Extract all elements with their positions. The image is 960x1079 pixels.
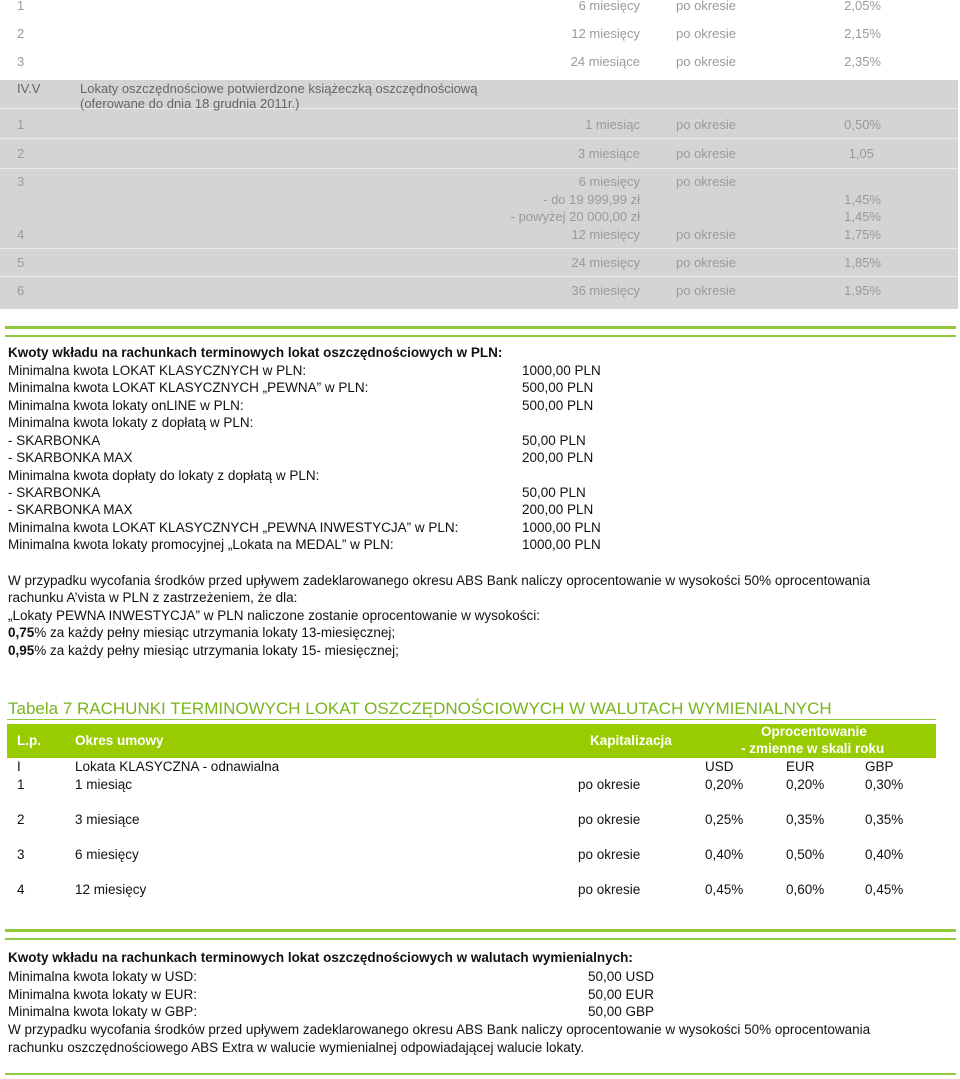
cell-cap: po okresie bbox=[578, 777, 641, 792]
divider-rule bbox=[5, 938, 956, 940]
amount-label: - SKARBONKA MAX bbox=[8, 450, 133, 465]
cell-rate: 1,05 bbox=[848, 146, 874, 161]
cell-cap: po okresie bbox=[578, 882, 641, 897]
cell-cap: po okresie bbox=[676, 227, 736, 242]
cell-usd: 0,20% bbox=[705, 777, 744, 792]
currency-gbp: GBP bbox=[865, 759, 894, 774]
amount-value: 1000,00 PLN bbox=[522, 520, 601, 535]
amount-value: 50,00 PLN bbox=[522, 433, 586, 448]
currency-usd: USD bbox=[705, 759, 734, 774]
cell-lp: 4 bbox=[17, 882, 25, 897]
amount-label: Minimalna kwota lokaty onLINE w PLN: bbox=[8, 398, 244, 413]
cell-term: 12 miesięcy bbox=[571, 26, 640, 41]
cell-term: 6 miesięcy bbox=[578, 174, 640, 189]
note-line: W przypadku wycofania środków przed upływem zadeklarowanego okresu ABS Bank naliczy oprocentowanie w wysokości 50% oprocentowania bbox=[8, 573, 871, 588]
cell-term: 6 miesięcy bbox=[75, 847, 139, 862]
cell-term: 1 miesiąc bbox=[585, 117, 640, 132]
cell-rate: 2,15% bbox=[844, 26, 881, 41]
header-rate-sub: - zmienne w skali roku bbox=[741, 741, 885, 756]
amount-value: 500,00 PLN bbox=[522, 380, 594, 395]
amount-value: 1000,00 PLN bbox=[522, 537, 601, 552]
cell-lp: 1 bbox=[17, 777, 25, 792]
cell-usd: 0,25% bbox=[705, 812, 744, 827]
divider-rule bbox=[5, 326, 956, 329]
min-amounts-fx-heading: Kwoty wkładu na rachunkach terminowych lokat oszczędnościowych w walutach wymienialnych: bbox=[8, 950, 633, 965]
cell-term: 6 miesięcy bbox=[578, 0, 640, 13]
group-label: Lokata KLASYCZNA - odnawialna bbox=[75, 759, 280, 774]
cell-rate: 1,85% bbox=[844, 255, 881, 270]
amount-label: Minimalna kwota lokaty promocyjnej „Lokata na MEDAL” w PLN: bbox=[8, 537, 394, 552]
cell-cap: po okresie bbox=[676, 26, 736, 41]
divider-rule bbox=[5, 335, 956, 337]
table7-header bbox=[7, 724, 936, 758]
amount-value: 200,00 PLN bbox=[522, 450, 594, 465]
note-text: % za każdy pełny miesiąc utrzymania lokaty 15- miesięcznej; bbox=[34, 643, 399, 658]
amount-label: Minimalna kwota dopłaty do lokaty z dopłatą w PLN: bbox=[8, 468, 320, 483]
amount-label: Minimalna kwota LOKAT KLASYCZNYCH „PEWNA INWESTYCJA” w PLN: bbox=[8, 520, 459, 535]
amount-label: Minimalna kwota LOKAT KLASYCZNYCH w PLN: bbox=[8, 363, 307, 378]
cell-rate: 1,95% bbox=[844, 283, 881, 298]
table7-title: Tabela 7 RACHUNKI TERMINOWYCH LOKAT OSZCZĘDNOŚCIOWYCH W WALUTACH WYMIENIALNYCH bbox=[8, 699, 832, 718]
cell-gbp: 0,40% bbox=[865, 847, 904, 862]
row-divider bbox=[0, 248, 958, 249]
cell-cap: po okresie bbox=[578, 847, 641, 862]
cell-usd: 0,40% bbox=[705, 847, 744, 862]
cell-cap: po okresie bbox=[578, 812, 641, 827]
cell-rate: 0,50% bbox=[844, 117, 881, 132]
amount-label: - SKARBONKA bbox=[8, 485, 101, 500]
divider-rule bbox=[5, 929, 956, 932]
cell-lp: 3 bbox=[17, 847, 25, 862]
section-number: IV.V bbox=[17, 81, 41, 96]
note-rate: 0,95 bbox=[8, 643, 35, 658]
note-line: rachunku oszczędnościowego ABS Extra w walucie wymienialnej odpowiadającej walucie lokaty. bbox=[8, 1040, 585, 1055]
cell-cap: po okresie bbox=[676, 54, 736, 69]
cell-term: 1 miesiąc bbox=[75, 777, 133, 792]
note-line: rachunku A’vista w PLN z zastrzeżeniem, że dla: bbox=[8, 590, 298, 605]
cell-term: 24 miesięcy bbox=[571, 255, 640, 270]
cell-rate: 1,75% bbox=[844, 227, 881, 242]
min-amounts-heading: Kwoty wkładu na rachunkach terminowych lokat oszczędnościowych w PLN: bbox=[8, 345, 503, 360]
amount-value: 50,00 USD bbox=[588, 969, 655, 984]
cell-lp: 1 bbox=[17, 117, 25, 132]
divider-rule bbox=[5, 1073, 956, 1075]
cell-lp: 2 bbox=[17, 812, 25, 827]
cell-rate: 2,35% bbox=[844, 54, 881, 69]
cell-gbp: 0,30% bbox=[865, 777, 904, 792]
cell-eur: 0,20% bbox=[786, 777, 825, 792]
row-divider bbox=[0, 138, 958, 139]
header-cap: Kapitalizacja bbox=[590, 733, 672, 748]
cell-term: 3 miesiące bbox=[577, 146, 640, 161]
amount-label: Minimalna kwota lokaty w USD: bbox=[8, 969, 198, 984]
section-title: Lokaty oszczędnościowe potwierdzone książeczką oszczędnościową bbox=[80, 81, 478, 96]
amount-label: - SKARBONKA bbox=[8, 433, 101, 448]
amount-label: Minimalna kwota lokaty w EUR: bbox=[8, 987, 198, 1002]
cell-rate: 1,45% bbox=[844, 209, 881, 224]
amount-value: 50,00 GBP bbox=[588, 1004, 655, 1019]
note-text: % za każdy pełny miesiąc utrzymania lokaty 13-miesięcznej; bbox=[34, 625, 396, 640]
amount-label: Minimalna kwota lokaty w GBP: bbox=[8, 1004, 198, 1019]
header-rate: Oprocentowanie bbox=[761, 724, 867, 739]
cell-term: 24 miesiące bbox=[570, 54, 640, 69]
amount-value: 500,00 PLN bbox=[522, 398, 594, 413]
amount-label: Minimalna kwota LOKAT KLASYCZNYCH „PEWNA” w PLN: bbox=[8, 380, 369, 395]
cell-term: 36 miesięcy bbox=[571, 283, 640, 298]
note-line: W przypadku wycofania środków przed upływem zadeklarowanego okresu ABS Bank naliczy oprocentowanie w wysokości 50% oprocentowania bbox=[8, 1022, 871, 1037]
currency-eur: EUR bbox=[786, 759, 815, 774]
cell-rate: 2,05% bbox=[844, 0, 881, 13]
cell-lp: 4 bbox=[17, 227, 25, 242]
amount-value: 50,00 PLN bbox=[522, 485, 586, 500]
cell-term: 12 miesięcy bbox=[571, 227, 640, 242]
amount-label: - SKARBONKA MAX bbox=[8, 502, 133, 517]
amount-value: 50,00 EUR bbox=[588, 987, 655, 1002]
amount-value: 200,00 PLN bbox=[522, 502, 594, 517]
amount-value: 1000,00 PLN bbox=[522, 363, 601, 378]
cell-gbp: 0,45% bbox=[865, 882, 904, 897]
amount-label: Minimalna kwota lokaty z dopłatą w PLN: bbox=[8, 415, 254, 430]
cell-term: - powyżej 20 000,00 zł bbox=[510, 209, 640, 224]
group-lp: I bbox=[17, 759, 21, 774]
cell-eur: 0,50% bbox=[786, 847, 825, 862]
note-line: „Lokaty PEWNA INWESTYCJA” w PLN naliczone zostanie oprocentowanie w wysokości: bbox=[8, 608, 540, 623]
cell-cap: po okresie bbox=[676, 146, 736, 161]
cell-lp: 2 bbox=[17, 146, 25, 161]
cell-usd: 0,45% bbox=[705, 882, 744, 897]
section-iv-v-background bbox=[0, 80, 958, 309]
cell-eur: 0,60% bbox=[786, 882, 825, 897]
cell-lp: 6 bbox=[17, 283, 25, 298]
cell-lp: 5 bbox=[17, 255, 25, 270]
cell-lp: 1 bbox=[17, 0, 25, 13]
header-term: Okres umowy bbox=[75, 733, 164, 748]
note-line bbox=[8, 625, 395, 640]
cell-term: 3 miesiące bbox=[75, 812, 140, 827]
section-subtitle: (oferowane do dnia 18 grudnia 2011r.) bbox=[80, 96, 300, 111]
cell-lp: 3 bbox=[17, 54, 25, 69]
cell-term: 12 miesięcy bbox=[75, 882, 147, 897]
row-divider bbox=[0, 168, 958, 169]
note-rate: 0,75 bbox=[8, 625, 35, 640]
cell-gbp: 0,35% bbox=[865, 812, 904, 827]
cell-eur: 0,35% bbox=[786, 812, 825, 827]
cell-cap: po okresie bbox=[676, 174, 736, 189]
header-lp: L.p. bbox=[17, 733, 41, 748]
cell-term: - do 19 999,99 zł bbox=[543, 192, 640, 207]
title-underline bbox=[7, 719, 936, 720]
cell-cap: po okresie bbox=[676, 255, 736, 270]
cell-lp: 2 bbox=[17, 26, 25, 41]
row-divider bbox=[0, 276, 958, 277]
cell-cap: po okresie bbox=[676, 0, 736, 13]
note-line bbox=[8, 643, 399, 658]
cell-cap: po okresie bbox=[676, 117, 736, 132]
cell-cap: po okresie bbox=[676, 283, 736, 298]
cell-lp: 3 bbox=[17, 174, 25, 189]
cell-rate: 1,45% bbox=[844, 192, 881, 207]
